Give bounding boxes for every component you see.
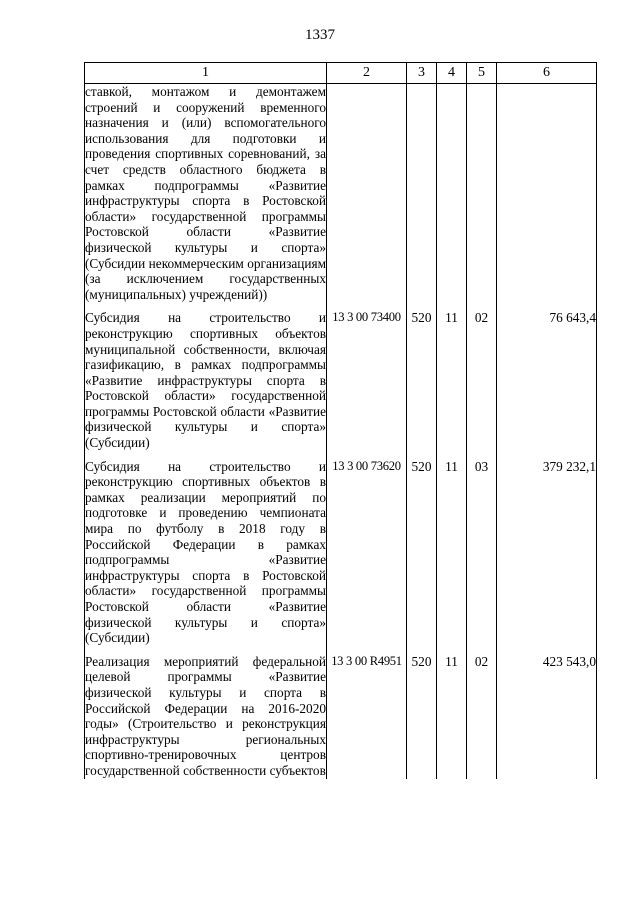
row-amount: 423 543,0 — [497, 650, 597, 779]
header-col-2: 2 — [327, 63, 407, 84]
row-section: 11 — [437, 455, 467, 650]
table-row — [85, 650, 597, 779]
header-col-5: 5 — [467, 63, 497, 84]
row-subsection — [467, 84, 497, 307]
row-subsection: 02 — [467, 306, 497, 454]
header-col-6: 6 — [497, 63, 597, 84]
row-target-code: 13 3 00 73620 — [327, 455, 407, 650]
row-amount: 379 232,1 — [497, 455, 597, 650]
row-expense-type — [407, 84, 437, 307]
row-name: Реализация мероприятий федеральной целевой программы «Развитие физической культуры и спорта в Российской Федерации на 2016-2020 годы» (Строительство и реконструкция инфраструктуры региональных спортивно-тренировочных центров государственной собственности субъектов — [85, 650, 327, 779]
row-name: Субсидия на строительство и реконструкцию спортивных объектов в рамках реализации мероприятий по подготовке и проведению чемпионата мира по футболу в 2018 году в Российской Федерации в рамках подпрограммы «Развитие инфраструктуры спорта в Ростовской области» государственной программы Ростовской области «Развитие физической культуры и спорта» (Субсидии) — [85, 455, 327, 650]
budget-table — [84, 62, 597, 779]
row-section — [437, 84, 467, 307]
row-subsection: 03 — [467, 455, 497, 650]
row-target-code: 13 3 00 73400 — [327, 306, 407, 454]
table-row — [85, 84, 597, 307]
row-expense-type: 520 — [407, 306, 437, 454]
row-name: Субсидия на строительство и реконструкцию спортивных объектов муниципальной собственности, включая газификацию, в рамках подпрограммы «Развитие инфраструктуры спорта в Ростовской области» государственной программы Ростовской области «Развитие физической культуры и спорта» (Субсидии) — [85, 306, 327, 454]
header-col-1: 1 — [85, 63, 327, 84]
row-section: 11 — [437, 306, 467, 454]
header-col-4: 4 — [437, 63, 467, 84]
table-row — [85, 306, 597, 454]
table-header-row — [85, 63, 597, 84]
row-amount — [497, 84, 597, 307]
row-expense-type: 520 — [407, 650, 437, 779]
table-row — [85, 455, 597, 650]
header-col-3: 3 — [407, 63, 437, 84]
row-target-code — [327, 84, 407, 307]
row-subsection: 02 — [467, 650, 497, 779]
page-number: 1337 — [305, 27, 335, 43]
row-target-code: 13 3 00 R4951 — [327, 650, 407, 779]
row-expense-type: 520 — [407, 455, 437, 650]
row-name: ставкой, монтажом и демонтажем строений и сооружений временного назначения и (или) вспомогательного использования для подготовки и проведения спортивных соревнований, за счет средств областного бюджета в рамках подпрограммы «Развитие инфраструктуры спорта в Ростовской области» государственной программы Ростовской области «Развитие физической культуры и спорта» (Субсидии некоммерческим организациям (за исключением государственных (муниципальных) учреждений)) — [85, 84, 327, 307]
row-amount: 76 643,4 — [497, 306, 597, 454]
row-section: 11 — [437, 650, 467, 779]
